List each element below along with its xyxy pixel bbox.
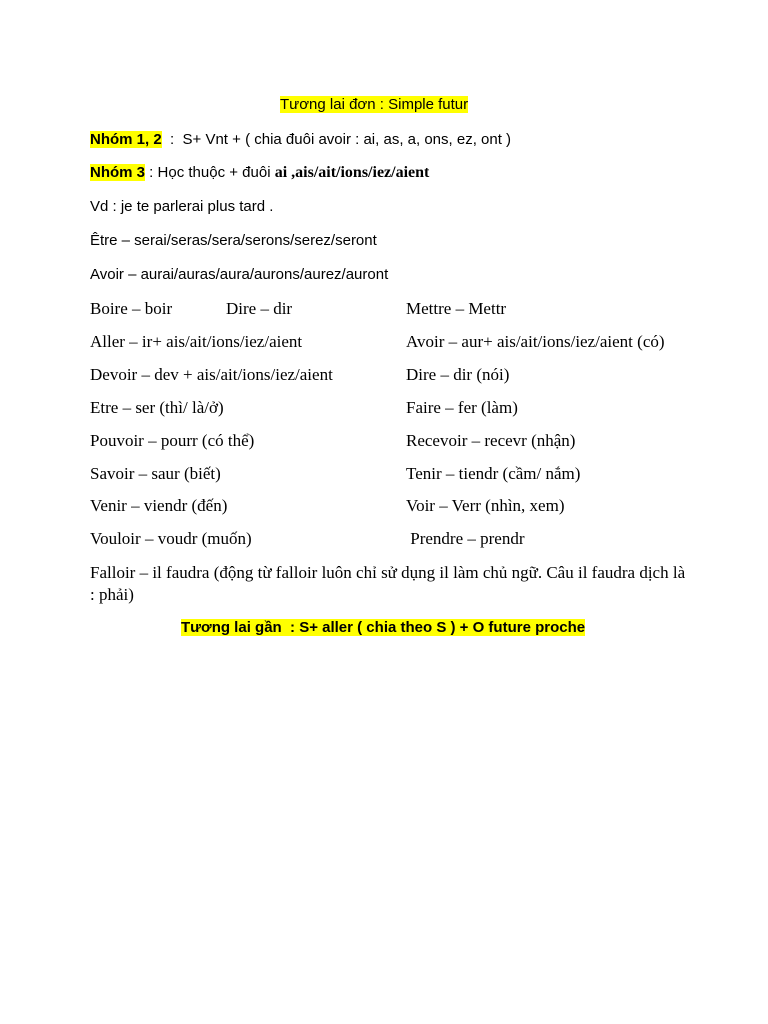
group12-rule: S+ Vnt + ( chia đuôi avoir : ai, as, a, ons, ez, ont ) [182,131,512,148]
stem-row [90,431,730,451]
group3-line [90,164,429,182]
group12-label: Nhóm 1, 2 [90,131,162,148]
stem-right: Avoir – aur+ ais/ait/ions/iez/aient (có) [406,332,665,351]
group12-sep: : [161,131,183,148]
stem-left: Aller – ir+ ais/ait/ions/iez/aient [90,332,303,351]
title-value: Simple futur [388,96,469,113]
stem-right: Dire – dir (nói) [406,365,510,384]
stem-row [90,398,730,418]
stem-right: Voir – Verr (nhìn, xem) [406,496,565,515]
stem-right: Faire – fer (làm) [406,398,518,417]
stem-mid: Dire – dir [226,299,293,318]
stem-row [90,464,730,484]
stem-row [90,332,730,352]
title-line [280,96,468,113]
stem-right: Prendre – prendr [406,529,525,548]
stem-left: Vouloir – voudr (muốn) [90,529,252,548]
stem-left: Devoir – dev + ais/ait/ions/iez/aient [90,365,333,384]
stem-right: Recevoir – recevr (nhận) [406,431,576,450]
title-sep: : [375,96,389,113]
near-future-text: Tương lai gần : S+ aller ( chia theo S ) + O future proche [181,619,586,636]
group3-endings: ai ,ais/ait/ions/iez/aient [274,164,430,181]
stem-row [90,496,730,516]
stem-row [90,365,730,385]
group3-sep: : [145,164,158,181]
avoir-conjugation: Avoir – aurai/auras/aura/aurons/aurez/auront [90,266,389,283]
stem-left: Boire – boir [90,299,173,318]
stem-row [90,529,730,549]
stem-right: Mettre – Mettr [406,299,507,318]
stem-left: Savoir – saur (biết) [90,464,221,483]
stem-row [90,299,730,319]
stem-left: Etre – ser (thì/ là/ở) [90,398,224,417]
title-label: Tương lai đơn [280,96,376,113]
group3-text: Học thuộc + đuôi [157,164,275,181]
falloir-note: Falloir – il faudra (động từ falloir luôn chỉ sử dụng il làm chủ ngữ. Câu il faudra dịch là : phải) [90,563,686,604]
near-future-line [181,619,585,636]
etre-conjugation: Être – serai/seras/sera/serons/serez/seront [90,232,377,249]
example-line: Vd : je te parlerai plus tard . [90,198,274,215]
stem-left: Pouvoir – pourr (có thể) [90,431,255,450]
group3-label: Nhóm 3 [90,164,146,181]
stem-right: Tenir – tiendr (cầm/ nắm) [406,464,581,483]
group12-line [90,131,511,148]
stem-left: Venir – viendr (đến) [90,496,228,515]
